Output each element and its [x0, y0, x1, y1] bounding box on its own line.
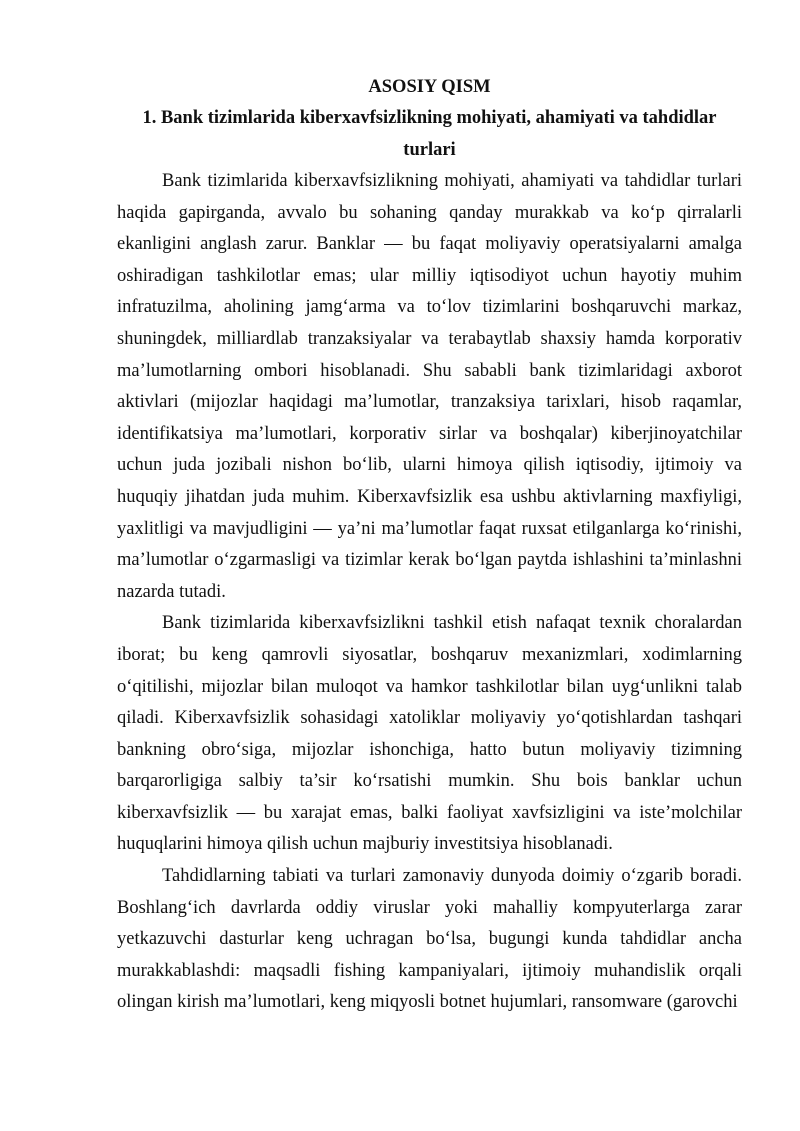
paragraph-3: Tahdidlarning tabiati va turlari zamonaviy dunyoda doimiy o‘zgarib boradi. Boshlang‘ich davrlarda oddiy viruslar yoki mahalliy kompyuterlarga zarar yetkazuvchi dasturlar keng uchragan bo‘lsa, bugungi kunda tahdidlar ancha murakkablashdi: maqsadli fishing kampaniyalari, ijtimoiy muhandislik orqali olingan kirish ma’lumotlari, keng miqyosli botnet hujumlari, ransomware (garovchi — [117, 866, 742, 1013]
chapter-heading: ASOSIY QISM — [368, 77, 491, 97]
paragraph-2: Bank tizimlarida kiberxavfsizlikni tashkil etish nafaqat texnik choralardan iborat; bu keng qamrovli siyosatlar, boshqaruv mexanizmlari, xodimlarning o‘qitilishi, mijozlar bilan muloqot va hamkor tashkilotlar bilan uyg‘unlikni talab qiladi. Kiberxavfsizlik sohasidagi xatoliklar moliyaviy yo‘qotishlardan tashqari bankning obro‘siga, mijozlar ishonchiga, hatto butun moliyaviy tizimning barqarorligiga salbiy ta’sir ko‘rsatishi mumkin. Shu bois banklar uchun kiberxavfsizlik — bu xarajat emas, balki faoliyat xavfsizligini va iste’molchilar huquqlarini himoya qilish uchun majburiy investitsiya hisoblanadi. — [117, 613, 742, 855]
section-title: 1. Bank tizimlarida kiberxavfsizlikning mohiyati, ahamiyati va tahdidlar turlari — [142, 108, 717, 160]
document-page — [117, 72, 742, 1019]
paragraph-1: Bank tizimlarida kiberxavfsizlikning mohiyati, ahamiyati va tahdidlar turlari haqida gapirganda, avvalo bu sohaning qanday murakkab va ko‘p qirralarli ekanligini anglash zarur. Banklar — bu faqat moliyaviy operatsiyalarni amalga oshiradigan tashkilotlar emas; ular milliy iqtisodiyot uchun hayotiy muhim infratuzilma, aholining jamg‘arma va to‘lov tizimlarini boshqaruvchi markaz, shuningdek, milliardlab tranzaksiyalar va terabaytlab shaxsiy hamda korporativ ma’lumotlarning ombori hisoblanadi. Shu sababli bank tizimlaridagi axborot aktivlari (mijozlar haqidagi ma’lumotlar, tranzaksiya tarixlari, hisob raqamlar, identifikatsiya ma’lumotlari, korporativ sirlar va boshqalar) kiberjinoyatchilar uchun juda jozibali nishon bo‘lib, ularni himoya qilish iqtisodiy, ijtimoiy va huquqiy jihatdan juda muhim. Kiberxavfsizlik esa ushbu aktivlarning maxfiyligi, yaxlitligi va mavjudligini — ya’ni ma’lumotlar faqat ruxsat etilganlarga ko‘rinishi, ma’lumotlar o‘zgarmasligi va tizimlar kerak bo‘lgan paytda ishlashini ta’minlashni nazarda tutadi. — [117, 171, 742, 602]
